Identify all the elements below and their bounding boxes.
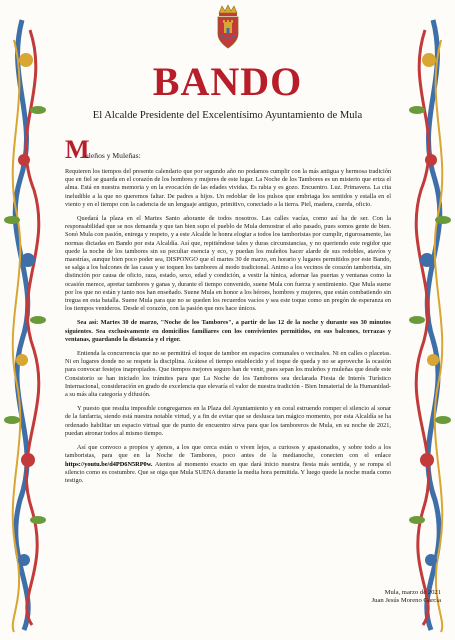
- document-content: [52, 0, 403, 640]
- coat-of-arms-icon: [213, 4, 243, 50]
- bando-title: BANDO: [152, 59, 303, 104]
- place-date: Mula, marzo de 2021: [384, 589, 441, 596]
- paragraph-1: Requieren los tiempos del presente calendario que por segundo año no podamos cumplir con la más antigua y hermosa tradición que en fiel se guarda en el corazón de los hombres y mujeres de este lugar. La Noche de los Tambores es un misterio que eriza el alma. Está en nuestra memoria y en la evocación de las edades vividas. Es rabia y es gozo. Encuentro. Luz. Primavera. La cita ineludible a la que no queremos faltar. De padres a hijos. Un redoblar de los pulsos que embriaga los sentidos y estalla en el viento y en el tiempo con la cadencia de un lenguaje antiguo, primitivo, conectado a la tierra. Piel, madera, cuerda, oficio.: [65, 168, 391, 208]
- paragraph-2: Quedará la plaza en el Martes Santo añorante de todos nosotros. Las calles vacías, como así ha de ser. Con la responsabilidad que se nos demanda y que tan bien supo el pueblo de Mula demostrar el año pasado, pues somos gente de bien. Sonó Mula con pasión, entrega y respeto, y a este Alcalde le honra elogiar a todos los tamboristas por cumplir, rigurosamente, las normas dictadas en Bando por esta Alcaldía. Así que, repitiéndose tales y duras circunstancias, y no queriendo este regidor que quede la noche de los tambores sin su peculiar esencia y eco, y puedan los muleños hacer alarde de sus redobles, atavíos y maestrías, aunque bien poco poder sea, DISPONGO que el martes 30 de marzo, en horario y lugares permitidos por este Bando, se salga a los balcones de las casas y se toquen los tambores al modo tradicional. Animo a los vecinos de corazón tamborista, sin distinción por causa de oficio, raza, estado, sexo, edad y condición, a vestir la túnica, adornar las puertas y ventanas como la ocasión merece, apretar tambores y ganas y, durante el tiempo convenido, suene Mula con fuerza y sentimiento. Que Mula suene por los que no están y tanto nos han enseñado. Suene Mula en honor a los héroes, hombres y mujeres, que están combatiendo sin tregua en esta batalla. Suene Mula para que no se queden los recuerdos vacíos y sea este toque como un pregón de esperanza en los tiempos venideros. Desde el corazón, con la pasión que nos hace únicos.: [65, 215, 391, 313]
- drop-cap-letter: M: [65, 135, 90, 164]
- paragraph-4: Entienda la concurrencia que no se permitirá el toque de tambor en espacios comunales o vecinales. Ni en calles o placetas. Ni en lugares donde no se respete la disciplina. Acátese el tiempo establecido y el toque de queda y no se aproveche la ocasión para convocar festejos inapropiados. Que tiempos mejores seguro han de venir, pues sepan los muleños y muleñas que desde este Consistorio se han iniciado los trámites para que La Noche de los Tambores sea declarada Fiesta de Interés Turístico Internacional, consideración en grado de excelencia que elevaría el valor de nuestra tradición - Bien Inmaterial de la Humanidad- a su más alta categoría y difusión.: [65, 350, 391, 399]
- salutation: [65, 137, 385, 163]
- paragraph-6-end: Atentos al momento exacto en que dará inicio nuestra fiesta más sentida, y se rompa el silencio como es costumbre. Que se oiga que Mula SUENA durante la media hora permitida. Y luego quede la noche muda como testigo.: [65, 460, 391, 484]
- bando-body: [65, 168, 391, 491]
- salutation-text: uleños y Muleñas:: [85, 151, 141, 160]
- right-border-ornament: [409, 20, 451, 632]
- paragraph-5: Y puesto que resulta imposible congregarnos en la Plaza del Ayuntamiento y en coral estruendo romper el silencio al sonar de la fanfarria, siendo está nuestra notable virtud, y a fin de evitar que se deslusca tan mágico momento, por esta Alcaldía se ha ordenado habilitar un espacio virtual que de punto de encuentro sirva para que los tamboreros de Mula, en su noche de 2021, puedan atronar todos al mismo tiempo.: [65, 405, 391, 437]
- left-border-ornament: [4, 20, 46, 632]
- paragraph-6: [65, 444, 391, 485]
- issuer-subtitle: El Alcalde Presidente del Excelentísimo Ayuntamiento de Mula: [92, 110, 363, 121]
- paragraph-decree: Sea así: Martes 30 de marzo, "Noche de los Tambores", a partir de las 12 de la noche y durante sus 30 minutos siguientes. Sea exclusivamente en domicilios familiares con los convivientes permitidos, en sus balcones, terrazas y ventanas, guardando la distancia y el rigor.: [65, 319, 391, 343]
- youtube-link[interactable]: https://youtu.be/d4PD6N5RP0w.: [65, 460, 153, 468]
- signature-block: [372, 589, 441, 606]
- mayor-name: Juan Jesús Moreno García: [371, 597, 441, 605]
- paragraph-6-start: Así que convoco a propios y ajenos, a los que cerca están o viven lejos, a curiosos y apasionados, y sobre todo a los tamboristas, para que en la Noche de Tambores, poco antes de la medianoche, conecten con el enlace: [65, 444, 391, 460]
